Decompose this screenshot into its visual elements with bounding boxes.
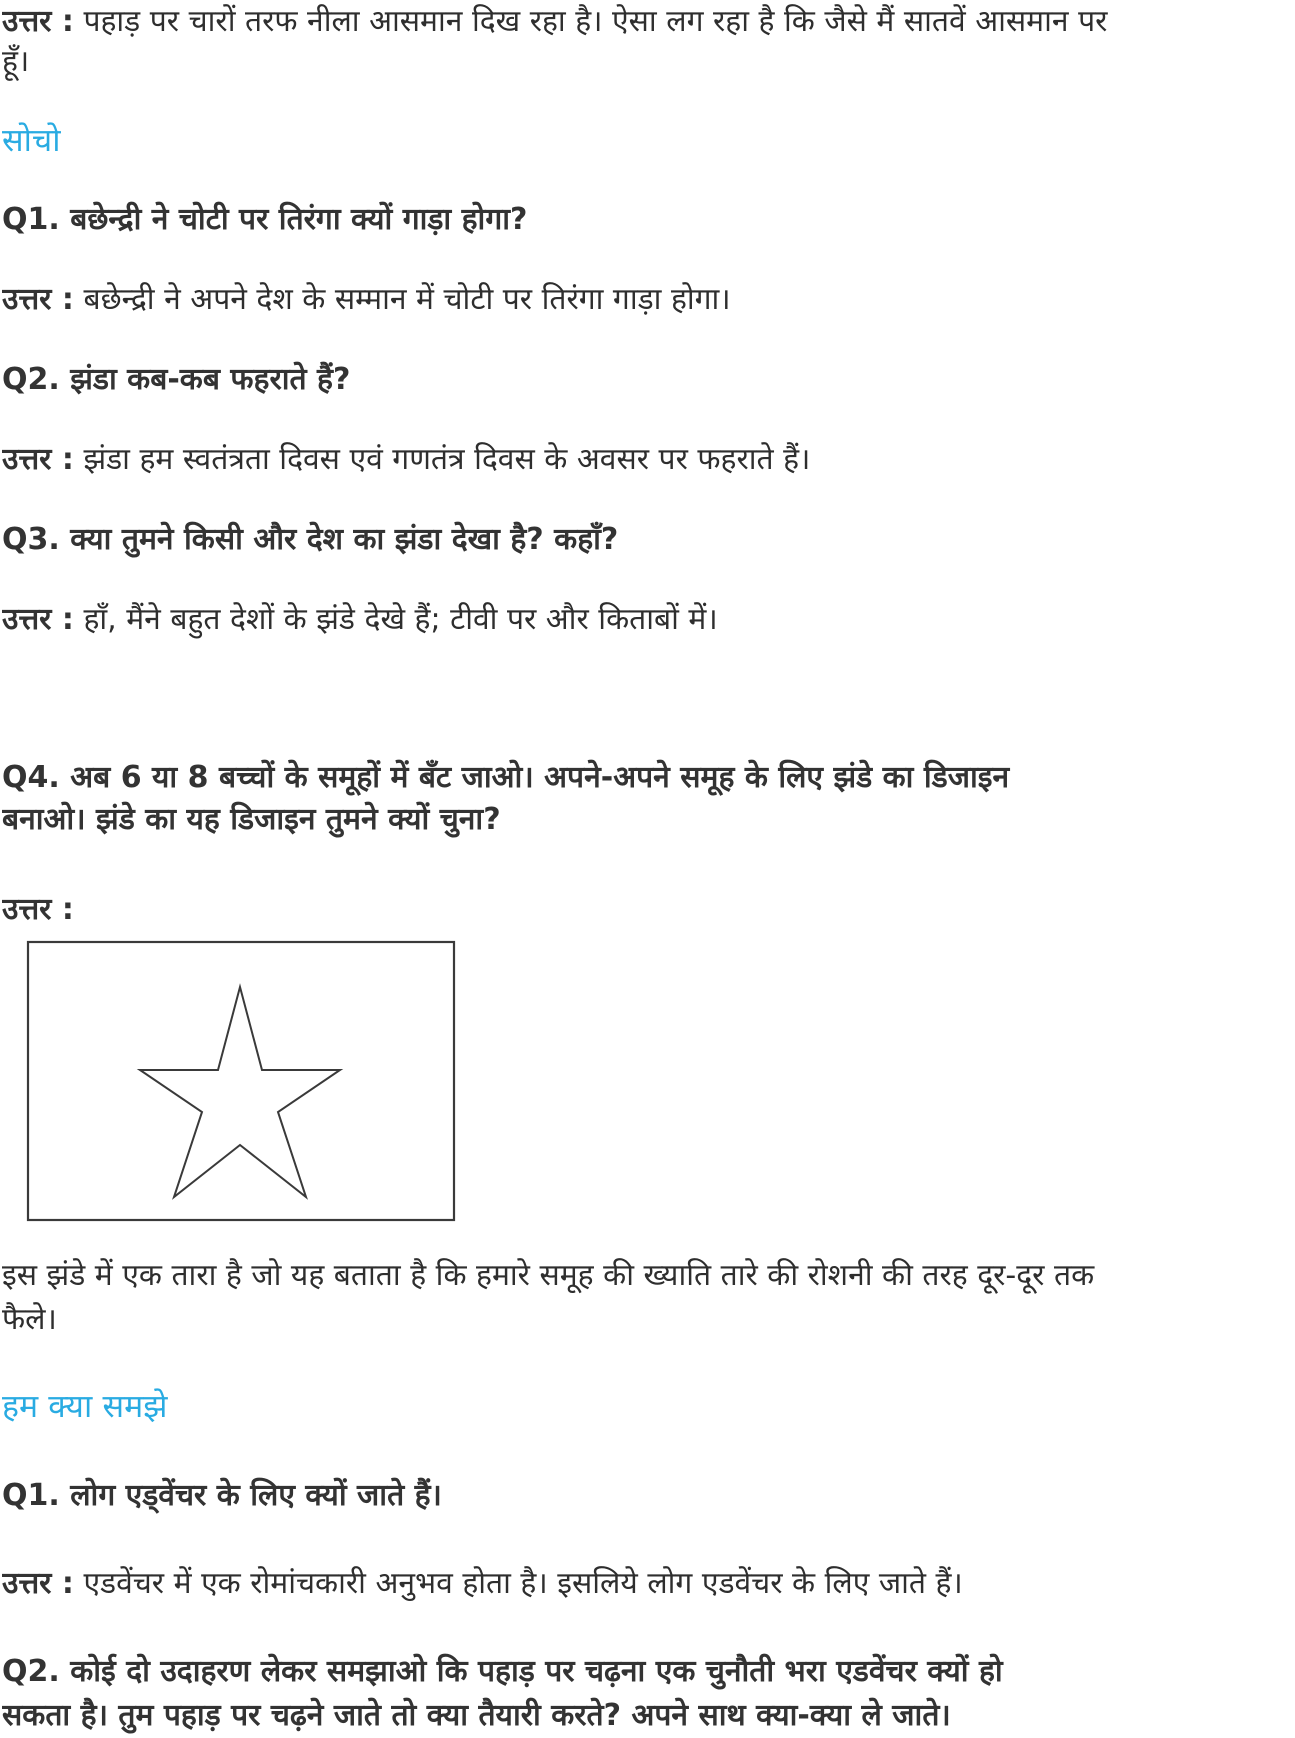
question-q1: Q1. बछेन्द्री ने चोटी पर तिरंगा क्यों गाड़ा होगा? (2, 202, 528, 237)
answer-text: एडवेंचर में एक रोमांचकारी अनुभव होता है। इसलिये लोग एडवेंचर के लिए जाते हैं। (83, 1566, 963, 1601)
intro-answer-line-2: हूँ। (2, 44, 30, 79)
answer-label: उत्तर : (2, 442, 74, 477)
section-heading-hum-kya-samjhe: हम क्या समझे (2, 1387, 168, 1425)
answer-q4-line-1: इस झंडे में एक तारा है जो यह बताता है कि हमारे समूह की ख्याति तारे की रोशनी की तरह दूर-दूर तक (2, 1258, 1095, 1293)
section-heading-socho: सोचो (2, 121, 61, 159)
question-q4-line-1: Q4. अब 6 या 8 बच्चों के समूहों में बँट जाओ। अपने-अपने समूह के लिए झंडे का डिजाइन (2, 760, 1010, 795)
question-q2-b-line-1: Q2. कोई दो उदाहरण लेकर समझाओ कि पहाड़ पर चढ़ना एक चुनौती भरा एडवेंचर क्यों हो (2, 1654, 1003, 1689)
question-q2: Q2. झंडा कब-कब फहराते हैं? (2, 362, 351, 397)
answer-q4-label (2, 888, 1292, 932)
answer-q4-line-2: फैले। (2, 1302, 57, 1337)
answer-label: उत्तर : (2, 1566, 74, 1601)
question-q1-b: Q1. लोग एड्वेंचर के लिए क्यों जाते हैं। (2, 1478, 442, 1513)
answer-label: उत्तर : (2, 602, 74, 637)
answer-text: झंडा हम स्वतंत्रता दिवस एवं गणतंत्र दिवस के अवसर पर फहराते हैं। (83, 442, 811, 477)
answer-text: बछेन्द्री ने अपने देश के सम्मान में चोटी पर तिरंगा गाड़ा होगा। (83, 282, 731, 317)
answer-q3 (2, 598, 1292, 642)
answer-text: हाँ, मैंने बहुत देशों के झंडे देखे हैं; टीवी पर और किताबों में। (83, 602, 718, 637)
star-flag-svg (26, 940, 456, 1222)
question-q2-b-line-2: सकता है। तुम पहाड़ पर चढ़ने जाते तो क्या तैयारी करते? अपने साथ क्या-क्या ले जाते। (2, 1698, 951, 1733)
flag-border (28, 942, 454, 1220)
star-flag-drawing-icon (26, 940, 456, 1222)
answer-q2 (2, 438, 1292, 482)
answer-label: उत्तर : (2, 4, 74, 39)
question-q4-line-2: बनाओ। झंडे का यह डिजाइन तुमने क्यों चुना? (2, 802, 501, 837)
question-q3: Q3. क्या तुमने किसी और देश का झंडा देखा है? कहाँ? (2, 522, 619, 557)
answer-q1-b (2, 1562, 1292, 1606)
answer-q1 (2, 278, 1292, 322)
answer-text: पहाड़ पर चारों तरफ नीला आसमान दिख रहा है। ऐसा लग रहा है कि जैसे मैं सातवें आसमान पर (83, 4, 1108, 39)
answer-label: उत्तर : (2, 892, 74, 927)
intro-answer-line-1 (2, 0, 1292, 44)
answer-label: उत्तर : (2, 282, 74, 317)
